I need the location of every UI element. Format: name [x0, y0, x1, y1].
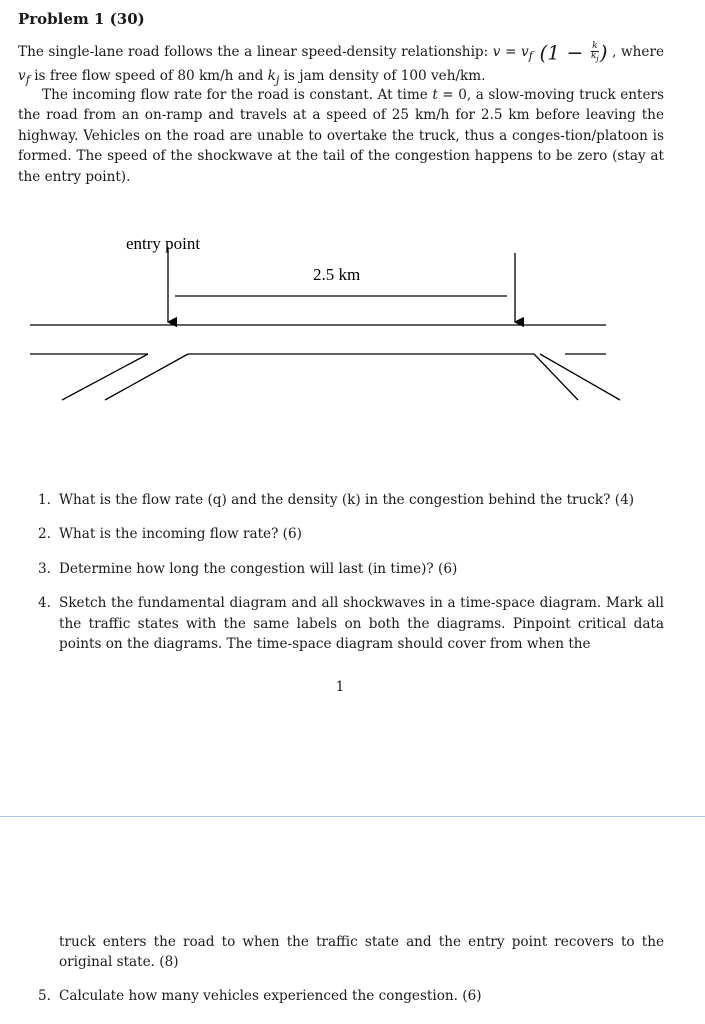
scenario-paragraph: The incoming flow rate for the road is constant. At time t = 0, a slow-moving truck enters the road from an on-ramp and travels at a speed of 25 km/h for 2.5 km before leaving the highway. Vehicles on the road are unable to overtake the truck, thus a conges-tion/platoon is formed. The speed of the shockwave at the tail of the congestion happens to be zero (stay at the entry point).	[18, 87, 664, 185]
distance-label: 2.5 km	[313, 265, 361, 284]
jam-density-symbol: $k_j$	[267, 68, 280, 87]
question-4-continued: truck enters the road to when the traffic state and the entry point recovers to the original state. (8)	[59, 934, 664, 971]
free-flow-symbol: $v_f$	[18, 68, 30, 87]
off-ramp-inner	[534, 354, 578, 400]
question-5: 5. Calculate how many vehicles experienced the congestion. (6)	[38, 988, 482, 1004]
question-2: 2. What is the incoming flow rate? (6)	[38, 526, 302, 543]
density-ratio-fraction: $\frac{k}{k_j}$	[590, 41, 599, 63]
question-3: 3. Determine how long the congestion will last (in time)? (6)	[38, 560, 458, 577]
problem-title: Problem 1 (30)	[18, 10, 145, 28]
page-number: 1	[335, 679, 345, 695]
road-diagram	[0, 225, 705, 415]
question-1: 1. What is the flow rate (q) and the density (k) in the congestion behind the truck? (4)	[38, 492, 635, 508]
intro-paragraph: The single-lane road follows the a linear speed-density relationship: $v = v_f$ (1 − $\frac{k}{k_j}$ ) , where $v_f$ is free flow speed of 80 km/h and $k_j$ is jam density of 100 veh/km.	[18, 40, 664, 87]
off-ramp-outer	[540, 354, 620, 400]
question-list	[38, 490, 664, 668]
page-break-divider	[0, 816, 705, 817]
entry-point-label: entry point	[126, 234, 201, 253]
on-ramp-outer	[62, 354, 148, 400]
question-4: 4. Sketch the fundamental diagram and all shockwaves in a time-space diagram. Mark all the traffic states with the same labels on both the diagrams. Pinpoint critical data points on the diagrams. The time-space diagram should cover from when the	[38, 595, 664, 653]
intro-text: The single-lane road follows the a linear speed-density relationship:	[18, 44, 493, 60]
equation: $v = v_f$ (1 − $\frac{k}{k_j}$ )	[492, 40, 608, 65]
on-ramp-inner	[105, 354, 188, 400]
